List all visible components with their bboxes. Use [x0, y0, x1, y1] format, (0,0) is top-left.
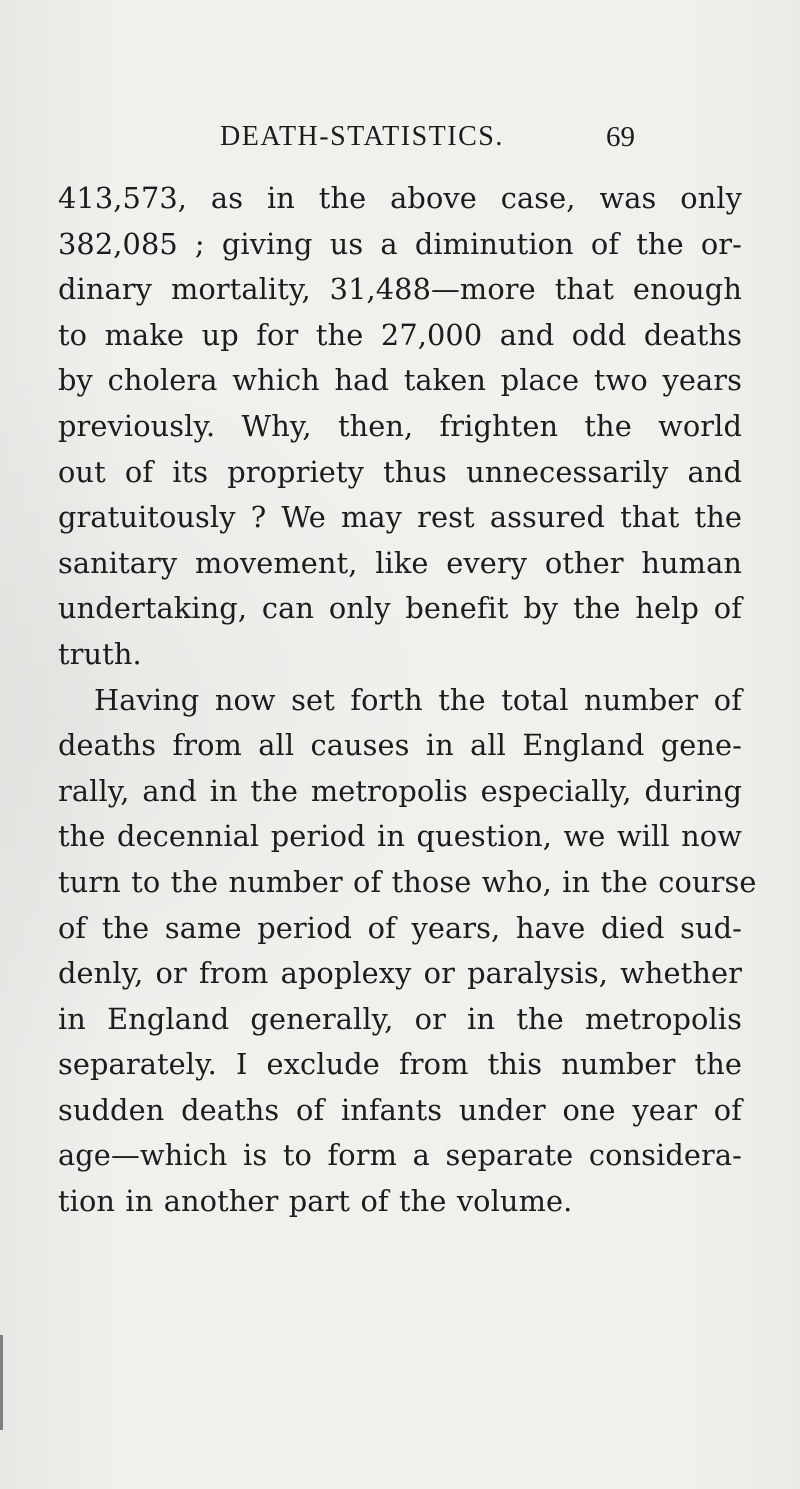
text-line: rally, and in the metropolis especially, during: [58, 773, 742, 808]
text-line: in England generally, or in the metropolis: [58, 1001, 742, 1036]
text-line: age—which is to form a separate considera-: [58, 1138, 742, 1173]
text-line: the decennial period in question, we will now: [58, 819, 742, 854]
text-line: undertaking, can only benefit by the help of: [58, 591, 742, 626]
body-text: [58, 176, 757, 1225]
margin-shadow: [0, 1335, 3, 1430]
text-line: separately. I exclude from this number the: [58, 1047, 742, 1082]
text-line: 382,085 ; giving us a diminution of the or-: [58, 226, 742, 261]
page-number: 69: [606, 121, 635, 153]
running-head: [0, 116, 800, 158]
text-line: 413,573, as in the above case, was only: [58, 181, 742, 215]
text-line: by cholera which had taken place two years: [58, 363, 742, 398]
text-line: denly, or from apoplexy or paralysis, whether: [58, 956, 742, 991]
text-line: previously. Why, then, frighten the world: [58, 408, 742, 443]
text-line: gratuitously ? We may rest assured that the: [58, 500, 742, 535]
text-line: tion in another part of the volume.: [58, 1184, 573, 1219]
text-line: sudden deaths of infants under one year of: [58, 1092, 742, 1127]
text-line: out of its propriety thus unnecessarily and: [58, 454, 742, 489]
text-line: dinary mortality, 31,488—more that enough: [58, 272, 742, 307]
text-line: sanitary movement, like every other human: [58, 545, 742, 580]
text-line: to make up for the 27,000 and odd deaths: [58, 317, 742, 352]
text-line: deaths from all causes in all England gene-: [58, 728, 742, 763]
running-title: DEATH-STATISTICS.: [220, 121, 504, 152]
text-line: of the same period of years, have died sud-: [58, 910, 742, 945]
text-line: truth.: [58, 636, 142, 671]
text-line: turn to the number of those who, in the course: [58, 864, 757, 899]
paragraph-first-line: Having now set forth the total number of: [94, 682, 742, 717]
